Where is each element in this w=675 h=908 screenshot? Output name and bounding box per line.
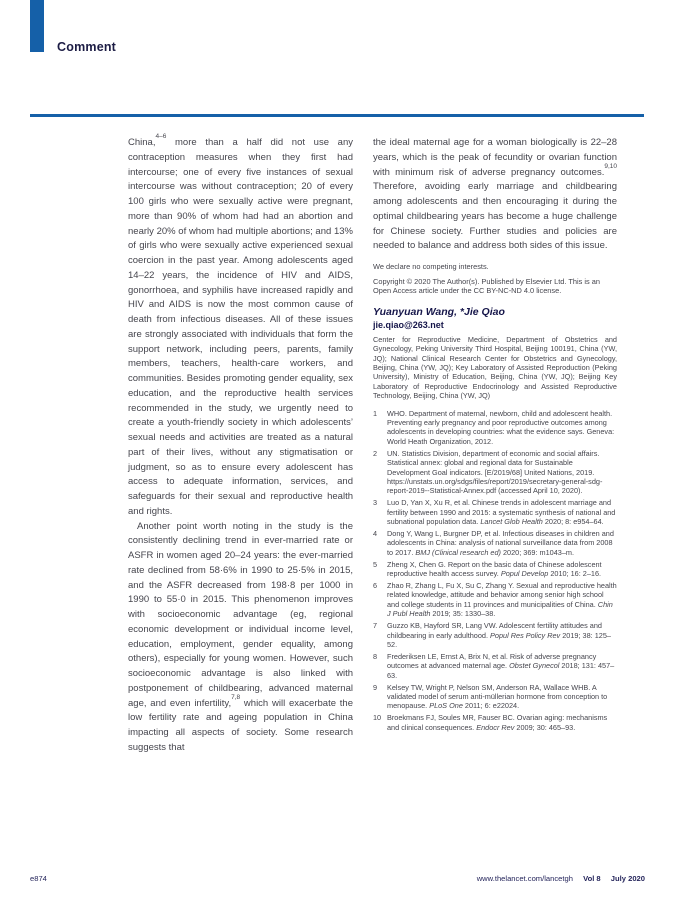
lancet-corner-mark bbox=[30, 0, 44, 52]
author-names: Yuanyuan Wang, *Jie Qiao bbox=[373, 305, 505, 318]
reference-list bbox=[373, 409, 617, 733]
reference-number: 2 bbox=[373, 448, 378, 458]
copyright-note: Copyright © 2020 The Author(s). Published by Elsevier Ltd. This is an Open Access article under the CC BY-NC-ND 4.0 license. bbox=[373, 276, 601, 296]
author-email[interactable]: jie.qiao@263.net bbox=[373, 319, 444, 330]
reference-item bbox=[373, 409, 617, 447]
reference-item bbox=[373, 621, 617, 649]
reference-text: Broekmans FJ, Soules MR, Fauser BC. Ovarian aging: mechanisms and clinical consequences. Endocr Rev 2009; 30: 465–93. bbox=[387, 713, 608, 732]
reference-item bbox=[373, 498, 617, 526]
reference-number: 1 bbox=[373, 408, 378, 418]
reference-text: Zhao R, Zhang L, Fu X, Su C, Zhang Y. Sexual and reproductive health related knowledge, attitude and behavior among senior high school and college students in 11 provinces and municipalities of China. Chin J Publ Health 2019; 35: 1330–38. bbox=[387, 581, 617, 619]
right-column bbox=[373, 136, 617, 756]
reference-number: 8 bbox=[373, 651, 378, 661]
reference-item bbox=[373, 713, 617, 732]
article-body bbox=[128, 133, 617, 756]
footer-info bbox=[469, 874, 645, 883]
reference-item bbox=[373, 652, 617, 680]
body-paragraph-1: China,$^{4-6}$ more than a half did not use any contraception measures when they first had intercourse; one of every five instances of sexual intercourse was without contraception; 20 of every 100 girls who were sexually active were pregnant, more than 90% of whom had had an abortion and nearly 20% of whom had multiple abortions; and 13% of girls who were sexually active experienced sexual coercion in the past year. Among adolescents aged 14–22 years, the incidence of HIV and AIDS, gonorrhoea, and syphilis have increased rapidly and HIV and AIDS is now the most common cause of death from infectious diseases. All of these issues are strongly associated with individuals that form the support network, including peers, parents, family members, teachers, health-care workers, and communities. Besides promoting gender equality, sex education, and the reproductive health services recommended in the study, we urgently need to create a youth-friendly society in which adolescents’ sexual needs and activities are treated as a natural part of their lives, without any stigmatisation or judgment, so as to ensure every adolescent has access to adequate information, services, and safeguards for their sexual and reproductive health and rights. bbox=[128, 133, 353, 517]
reference-number: 9 bbox=[373, 682, 378, 692]
reference-text: Luo D, Yan X, Xu R, et al. Chinese trends in adolescent marriage and fertility between 1990 and 2015: a systematic synthesis of national and subnational population data. Lancet Glob Health 2020; 8: e954–64. bbox=[387, 498, 616, 527]
citation-superscript: 7,8 bbox=[231, 693, 241, 701]
reference-item bbox=[373, 449, 617, 496]
reference-number: 6 bbox=[373, 581, 378, 591]
reference-text: Frederiksen LE, Ernst A, Brix N, et al. Risk of adverse pregnancy outcomes at advanced maternal age. Obstet Gynecol 2018; 131: 457–63. bbox=[387, 651, 615, 680]
reference-item bbox=[373, 529, 617, 557]
reference-item bbox=[373, 560, 617, 579]
body-paragraph-2: Another point worth noting in the study is the consistently declining trend in ever-married rate or ASFR in women aged 20–24 years: the ever-married rate declined from 58·6% in 1990 to 25·5% in 2015, and the ASFR decreased from 198·8 per 1000 in 1990 to 55·0 in 2015. This phenomenon improves with socioeconomic advantage (eg, regional economic development or individual income level, education, employment, gender equality, among others), especially for young women. However, such socioeconomic advantage is also linked with postponement of childbearing, advanced maternal age, and even infertility,$^{7,8}$ which will exacerbate the low fertility rate and ageing population in China impacting all aspects of society. Some research suggests that bbox=[128, 520, 353, 753]
affiliations: Center for Reproductive Medicine, Department of Obstetrics and Gynecology, Peking University Third Hospital, Beijing 100191, China (YW, JQ); National Clinical Research Center for Obstetrics and Gynecology, Beijing, China (YW, JQ); Key Laboratory of Assisted Reproduction (Peking University), Ministry of Education, Beijing, China (YW, JQ); Beijing Key Laboratory of Reproductive Endocrinology and Assisted Reproductive Technology, Beijing, China (YW, JQ) bbox=[373, 334, 617, 401]
reference-number: 7 bbox=[373, 621, 378, 631]
reference-number: 5 bbox=[373, 559, 378, 569]
header-rule bbox=[30, 114, 644, 117]
reference-item bbox=[373, 683, 617, 711]
reference-text: UN. Statistics Division, department of economic and social affairs. Statistical annex: global and regional data for Sustainable Development Goal indicators. [E/2019/68] United Nations, 2019. https://unstats.un.org/sdgs/files/report/2019/secretary-general-sdg-report-2019--Statistical-Annex.pdf (accessed April 10, 2020). bbox=[387, 448, 603, 496]
reference-item bbox=[373, 581, 617, 619]
citation-superscript: 9,10 bbox=[604, 162, 617, 170]
issue-date: July 2020 bbox=[610, 874, 645, 883]
reference-text: WHO. Department of maternal, newborn, child and adolescent health. Preventing early pregnancy and poor reproductive outcomes among adolescents in developing countries: what the evidence says. Geneva: World Heath Organization, 2012. bbox=[387, 408, 615, 446]
reference-number: 4 bbox=[373, 529, 378, 538]
citation-superscript: 4–6 bbox=[155, 133, 167, 141]
page-number: e874 bbox=[30, 874, 47, 883]
page-footer bbox=[30, 874, 645, 883]
reference-text: Guzzo KB, Hayford SR, Lang VW. Adolescent fertility attitudes and childbearing in early adulthood. Popul Res Policy Rev 2019; 38: 125–52. bbox=[387, 621, 611, 649]
reference-text: Kelsey TW, Wright P, Nelson SM, Anderson RA, Wallace WHB. A validated model of serum anti-müllerian hormone from conception to menopause. PLoS One 2011; 6: e22024. bbox=[387, 682, 608, 711]
reference-text: Dong Y, Wang L, Burgner DP, et al. Infectious diseases in children and adolescents in China: analysis of national surveillance data from 2008 to 2017. BMJ (Clinical research ed) 2020; 369: m1043–m. bbox=[387, 529, 614, 557]
reference-text: Zheng X, Chen G. Report on the basic data of Chinese adolescent reproductive health access survey. Popul Develop 2010; 16: 2–16. bbox=[387, 559, 602, 579]
reference-number: 3 bbox=[373, 498, 378, 508]
reference-number: 10 bbox=[373, 713, 382, 723]
section-title: Comment bbox=[57, 40, 117, 54]
competing-interests-note: We declare no competing interests. bbox=[373, 262, 489, 271]
body-paragraph-3: the ideal maternal age for a woman biologically is 22–28 years, which is the peak of fecundity or ovarian function with minimum risk of adverse pregnancy outcomes.$^{9,10}$ Therefore, avoiding early marriage and childbearing among adolescents and then encouraging it during the optimal childbearing years has become a huge challenge for Chinese society. Further studies and policies are needed to balance and address both sides of this issue. bbox=[373, 137, 617, 252]
journal-url[interactable]: www.thelancet.com/lancetgh bbox=[476, 874, 573, 883]
volume-label: Vol 8 bbox=[583, 874, 601, 883]
left-column bbox=[128, 133, 353, 756]
